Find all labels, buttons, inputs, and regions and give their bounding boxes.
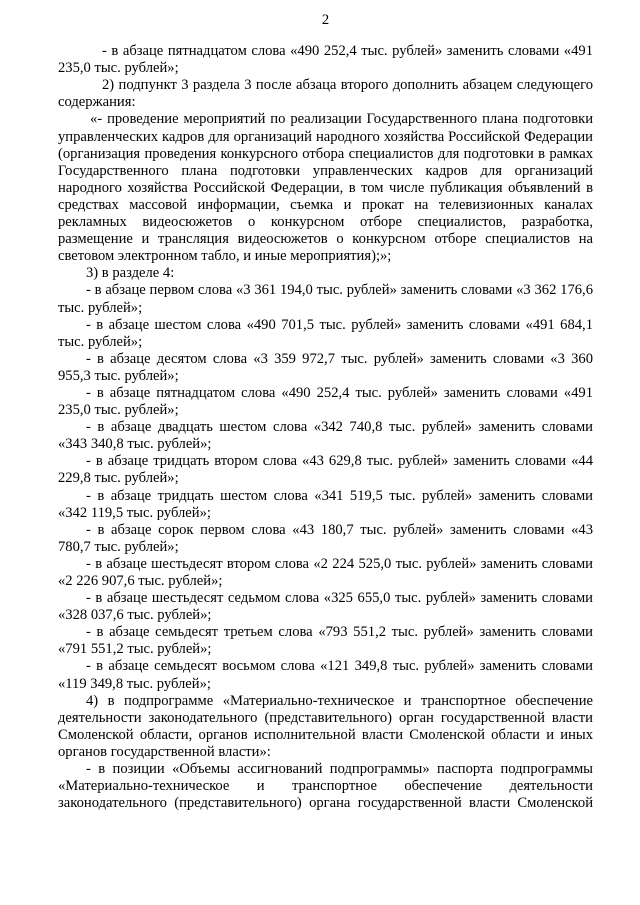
paragraph-2: 2) подпункт 3 раздела 3 после абзаца второго дополнить абзацем следующего содержания:	[58, 77, 593, 111]
paragraph-4: 3) в разделе 4:	[86, 265, 175, 282]
paragraph-3: «- проведение мероприятий по реализации Государственного плана подготовки управленческих кадров для организаций народного хозяйства Российской Федерации (организация проведения конкурсного отбора специалистов для подготовки в рамках Государственного плана подготовки управленческих кадров для организаций народного хозяйства Российской Федерации, в том числе публикация объявлений в средствах массовой информации, съемка и прокат на телевизионных каналах рекламных видеосюжетов о конкурсном отборе специалистов, разработка, размещение и трансляция видеосюжетов о конкурсном отборе специалистов на световом электронном табло, и иные мероприятия);»;	[58, 111, 593, 265]
paragraph-1: - в абзаце пятнадцатом слова «490 252,4 тыс. рублей» заменить словами «491 235,0 тыс. рублей»;	[58, 43, 593, 77]
paragraph-12: - в абзаце сорок первом слова «43 180,7 тыс. рублей» заменить словами «43 780,7 тыс. рублей»;	[58, 521, 593, 555]
paragraph-8: - в абзаце пятнадцатом слова «490 252,4 тыс. рублей» заменить словами «491 235,0 тыс. рублей»;	[58, 384, 593, 419]
paragraph-5: - в абзаце первом слова «3 361 194,0 тыс. рублей» заменить словами «3 362 176,6 тыс. рублей»;	[58, 282, 593, 316]
paragraph-13: - в абзаце шестьдесят втором слова «2 224 525,0 тыс. рублей» заменить словами «2 226 907,6 тыс. рублей»;	[58, 555, 593, 589]
page-number: 2	[321, 12, 330, 28]
paragraph-17: 4) в подпрограмме «Материально-техническое и транспортное обеспечение деятельности законодательного (представительного) орган государственной власти Смоленской области, органов исполнительной власти Смоленской области и иных органов государственной власти»:	[58, 692, 593, 760]
paragraph-7: - в абзаце десятом слова «3 359 972,7 тыс. рублей» заменить словами «3 360 955,3 тыс. рублей»;	[58, 350, 593, 384]
paragraph-9: - в абзаце двадцать шестом слова «342 740,8 тыс. рублей» заменить словами «343 340,8 тыс. рублей»;	[58, 419, 593, 453]
paragraph-16: - в абзаце семьдесят восьмом слова «121 349,8 тыс. рублей» заменить словами «119 349,8 тыс. рублей»;	[58, 658, 593, 692]
paragraph-11: - в абзаце тридцать шестом слова «341 519,5 тыс. рублей» заменить словами «342 119,5 тыс. рублей»;	[58, 487, 593, 521]
paragraph-6: - в абзаце шестом слова «490 701,5 тыс. рублей» заменить словами «491 684,1 тыс. рублей»;	[58, 316, 593, 350]
paragraph-15: - в абзаце семьдесят третьем слова «793 551,2 тыс. рублей» заменить словами «791 551,2 тыс. рублей»;	[58, 624, 593, 658]
paragraph-14: - в абзаце шестьдесят седьмом слова «325 655,0 тыс. рублей» заменить словами «328 037,6 тыс. рублей»;	[58, 590, 593, 624]
paragraph-18: - в позиции «Объемы ассигнований подпрограммы» паспорта подпрограммы «Материально-техническое и транспортное обеспечение деятельности законодательного (представительного) органа государственной власти Смоленской	[58, 761, 593, 812]
paragraph-10: - в абзаце тридцать втором слова «43 629,8 тыс. рублей» заменить словами «44 229,8 тыс. рублей»;	[58, 453, 593, 487]
